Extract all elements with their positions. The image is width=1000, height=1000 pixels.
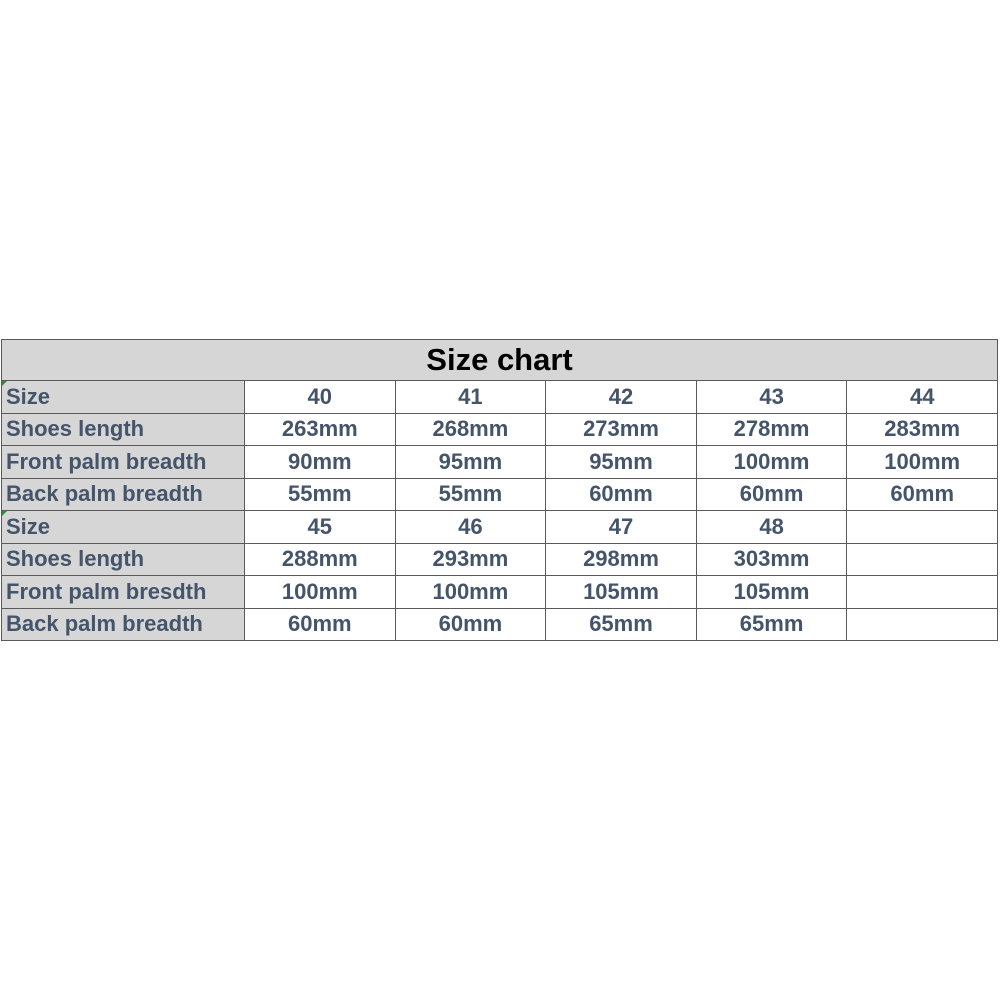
table-row <box>2 511 998 544</box>
table-cell: 95mm <box>395 446 546 479</box>
table-cell: 40 <box>245 381 396 414</box>
table-cell: 298mm <box>546 543 697 576</box>
table-cell: 47 <box>546 511 697 544</box>
table-cell: 293mm <box>395 543 546 576</box>
table-row <box>2 576 998 609</box>
table-cell: 41 <box>395 381 546 414</box>
cell-comment-marker <box>2 381 7 386</box>
row-label: Shoes length <box>2 543 245 576</box>
table-cell: 273mm <box>546 413 697 446</box>
table-cell: 283mm <box>847 413 998 446</box>
table-cell: 90mm <box>245 446 396 479</box>
title-row <box>2 340 998 381</box>
table-cell: 55mm <box>245 478 396 511</box>
row-label <box>2 381 245 414</box>
row-label: Back palm breadth <box>2 608 245 641</box>
table-cell: 44 <box>847 381 998 414</box>
table-cell: 43 <box>696 381 847 414</box>
table-cell: 60mm <box>546 478 697 511</box>
table-cell: 288mm <box>245 543 396 576</box>
row-label-text: Size <box>6 383 51 409</box>
table-cell <box>847 576 998 609</box>
table-cell: 55mm <box>395 478 546 511</box>
table-cell: 100mm <box>245 576 396 609</box>
table-cell: 268mm <box>395 413 546 446</box>
row-label: Front palm bresdth <box>2 576 245 609</box>
table-cell: 60mm <box>847 478 998 511</box>
table-cell: 46 <box>395 511 546 544</box>
table-cell: 100mm <box>847 446 998 479</box>
table-cell: 60mm <box>245 608 396 641</box>
table-cell: 263mm <box>245 413 396 446</box>
table-title: Size chart <box>2 340 998 381</box>
table-row <box>2 478 998 511</box>
table-cell: 42 <box>546 381 697 414</box>
table-row <box>2 543 998 576</box>
row-label: Shoes length <box>2 413 245 446</box>
table-cell: 48 <box>696 511 847 544</box>
row-label <box>2 511 245 544</box>
table-cell: 105mm <box>546 576 697 609</box>
table-row <box>2 413 998 446</box>
size-chart-table <box>1 339 998 641</box>
table-row <box>2 608 998 641</box>
table-cell: 65mm <box>546 608 697 641</box>
table-cell: 105mm <box>696 576 847 609</box>
table-cell: 65mm <box>696 608 847 641</box>
table-cell <box>847 608 998 641</box>
table-row <box>2 381 998 414</box>
table-cell: 45 <box>245 511 396 544</box>
row-label-text: Size <box>6 513 51 539</box>
table-cell: 278mm <box>696 413 847 446</box>
table-cell: 95mm <box>546 446 697 479</box>
cell-comment-marker <box>2 511 7 516</box>
table-cell: 60mm <box>696 478 847 511</box>
table-cell: 100mm <box>395 576 546 609</box>
row-label: Back palm breadth <box>2 478 245 511</box>
table-cell: 303mm <box>696 543 847 576</box>
table-cell <box>847 543 998 576</box>
row-label: Front palm breadth <box>2 446 245 479</box>
table-cell <box>847 511 998 544</box>
table-row <box>2 446 998 479</box>
table-cell: 60mm <box>395 608 546 641</box>
table-cell: 100mm <box>696 446 847 479</box>
